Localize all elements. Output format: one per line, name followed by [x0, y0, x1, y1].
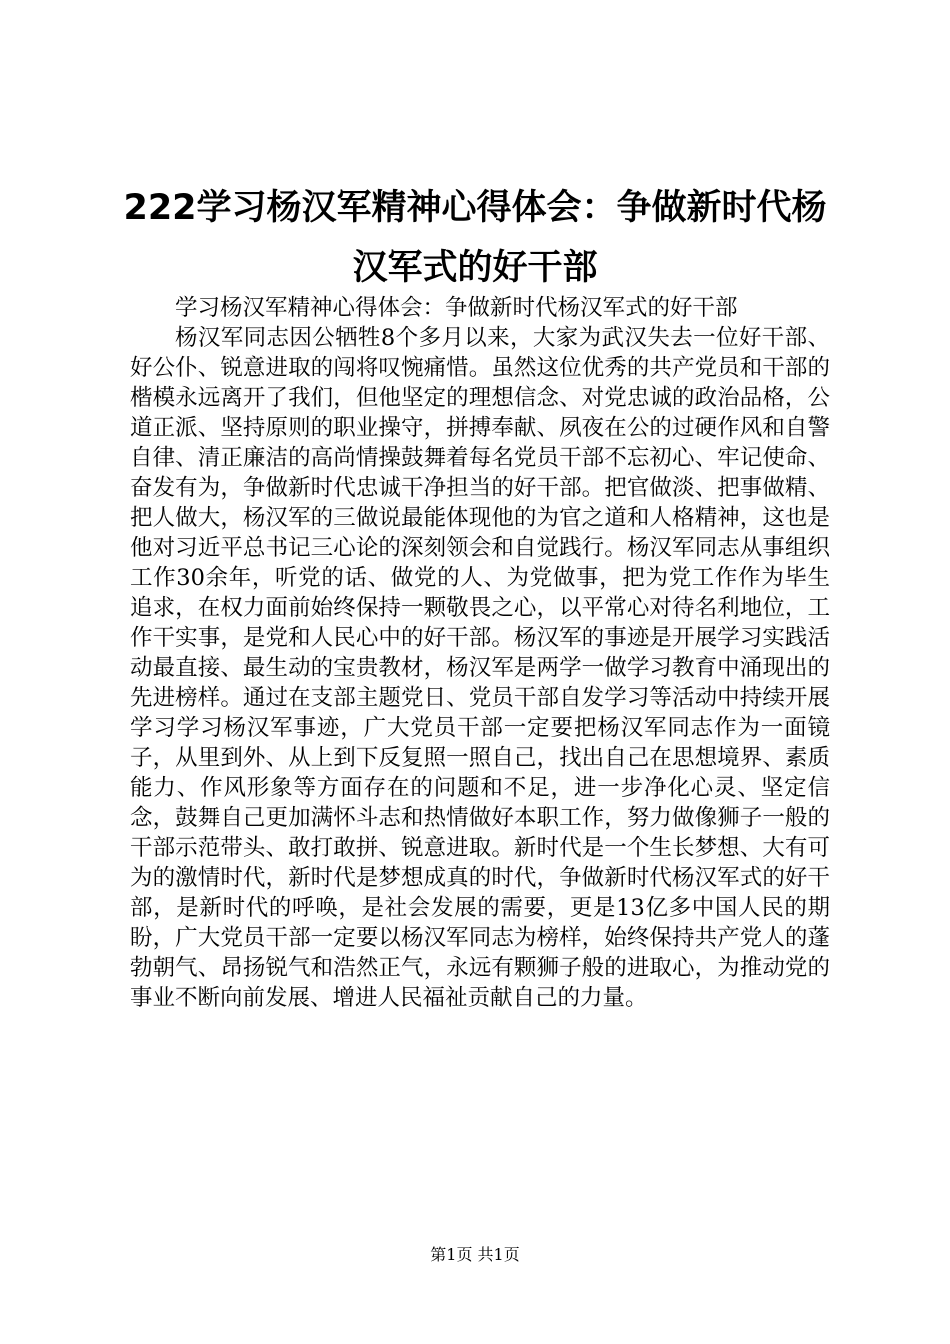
document-title: 222学习杨汉军精神心得体会：争做新时代杨汉军式的好干部: [123, 188, 827, 288]
document-body: [130, 293, 830, 1013]
document-subtitle: 学习杨汉军精神心得体会：争做新时代杨汉军式的好干部: [175, 295, 738, 321]
body-paragraph: 杨汉军同志因公牺牲8个多月以来，大家为武汉失去一位好干部、好公仆、锐意进取的闯将叹惋痛惜。虽然这位优秀的共产党员和干部的楷模永远离开了我们，但他坚定的理想信念、对党忠诚的政治品格，公道正派、坚持原则的职业操守，拼搏奉献、夙夜在公的过硬作风和自警自律、清正廉洁的高尚情操鼓舞着每名党员干部不忘初心、牢记使命、奋发有为，争做新时代忠诚干净担当的好干部。把官做淡、把事做精、把人做大，杨汉军的三做说最能体现他的为官之道和人格精神，这也是他对习近平总书记三心论的深刻领会和自觉践行。杨汉军同志从事组织工作30余年，听党的话、做党的人、为党做事，把为党工作作为毕生追求，在权力面前始终保持一颗敬畏之心，以平常心对待名利地位，工作干实事，是党和人民心中的好干部。杨汉军的事迹是开展学习实践活动最直接、最生动的宝贵教材，杨汉军是两学一做学习教育中涌现出的先进榜样。通过在支部主题党日、党员干部自发学习等活动中持续开展学习学习杨汉军事迹，广大党员干部一定要把杨汉军同志作为一面镜子，从里到外、从上到下反复照一照自己，找出自己在思想境界、素质能力、作风形象等方面存在的问题和不足，进一步净化心灵、坚定信念，鼓舞自己更加满怀斗志和热情做好本职工作，努力做像狮子一般的干部示范带头、敢打敢拼、锐意进取。新时代是一个生长梦想、大有可为的激情时代，新时代是梦想成真的时代，争做新时代杨汉军式的好干部，是新时代的呼唤，是社会发展的需要，更是13亿多中国人民的期盼，广大党员干部一定要以杨汉军同志为榜样，始终保持共产党人的蓬勃朝气、昂扬锐气和浩然正气，永远有颗狮子般的进取心，为推动党的事业不断向前发展、增进人民福祉贡献自己的力量。: [130, 325, 830, 1011]
page-number: 第1页 共1页: [430, 1245, 520, 1264]
